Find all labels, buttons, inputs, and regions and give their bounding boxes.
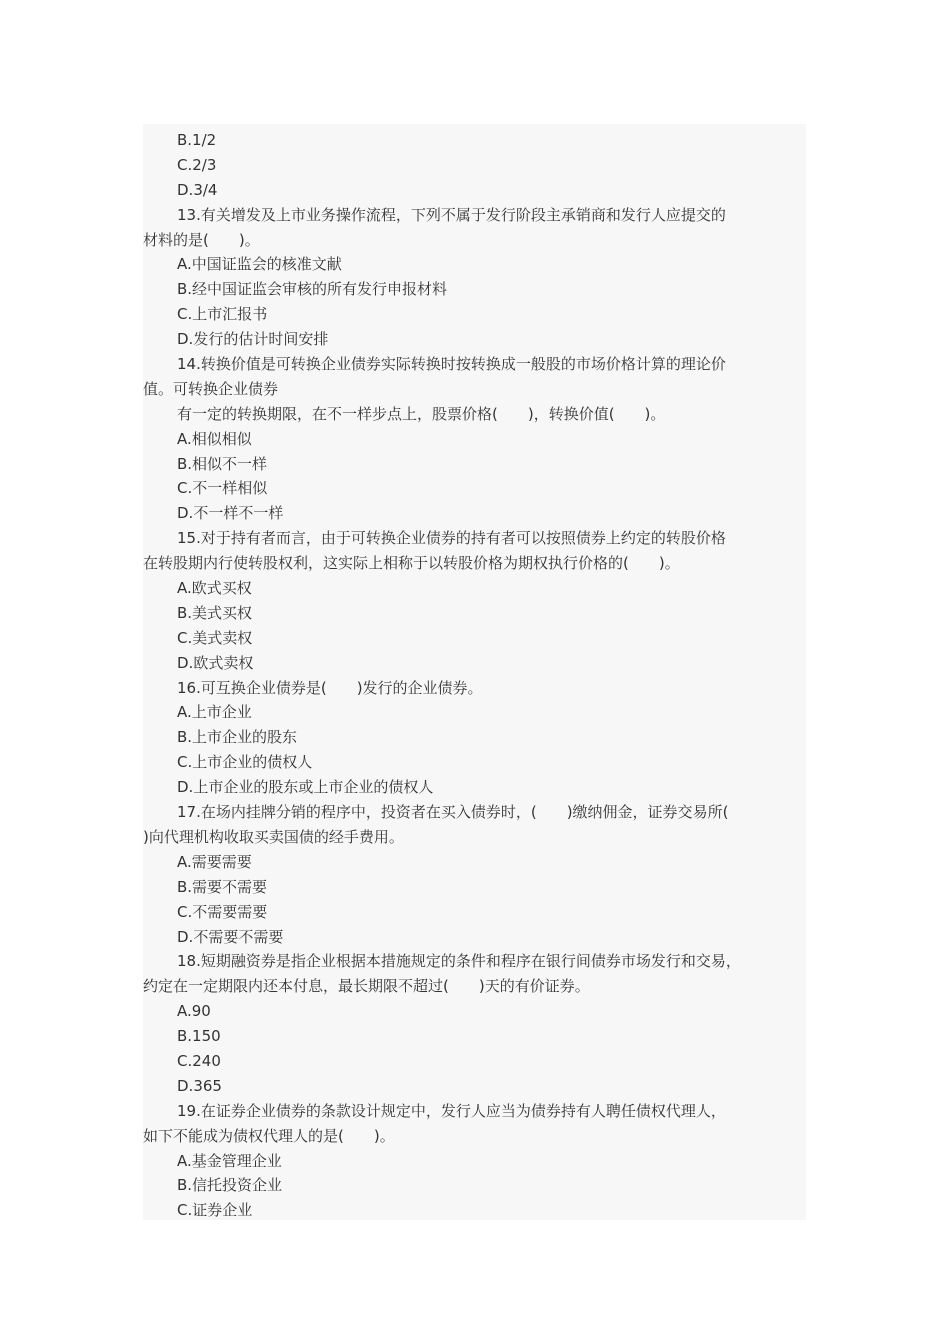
text-line: D.欧式卖权 <box>177 653 254 672</box>
text-line: D.365 <box>177 1076 222 1095</box>
text-line: B.相似不一样 <box>177 454 268 473</box>
text-line: B.150 <box>177 1027 221 1046</box>
text-line: 17.在场内挂牌分销的程序中，投资者在买入债券时，( )缴纳佣金，证券交易所( <box>177 803 729 822</box>
text-line: 16.可互换企业债券是( )发行的企业债券。 <box>177 678 483 697</box>
text-line: A.基金管理企业 <box>177 1151 282 1170</box>
text-line: D.不一样不一样 <box>177 504 284 523</box>
text-line: A.90 <box>177 1002 211 1021</box>
text-line: B.1/2 <box>177 131 217 149</box>
text-line: C.上市汇报书 <box>177 305 268 324</box>
text-line: D.发行的估计时间安排 <box>177 330 329 349</box>
text-line: B.上市企业的股东 <box>177 728 298 747</box>
text-line: A.上市企业 <box>177 703 252 722</box>
text-line: D.不需要不需要 <box>177 927 284 946</box>
text-line: C.上市企业的债权人 <box>177 753 313 772</box>
text-line: C.240 <box>177 1051 221 1070</box>
text-line: D.3/4 <box>177 180 218 199</box>
text-line: A.欧式买权 <box>177 579 252 598</box>
text-line: 18.短期融资券是指企业根据本措施规定的条件和程序在银行间债券市场发行和交易， <box>177 952 741 971</box>
text-line: 在转股期内行使转股权利，这实际上相称于以转股价格为期权执行价格的( )。 <box>143 554 680 573</box>
text-line: 值。可转换企业债券 <box>143 379 279 398</box>
text-line: 14.转换价值是可转换企业债券实际转换时按转换成一般股的市场价格计算的理论价 <box>177 355 726 374</box>
text-line: 15.对于持有者而言，由于可转换企业债券的持有者可以按照债券上约定的转股价格 <box>177 529 726 548</box>
text-line: A.中国证监会的核准文献 <box>177 255 342 274</box>
text-line: 材料的是( )。 <box>143 230 260 249</box>
text-line: B.信托投资企业 <box>177 1176 283 1195</box>
document-content-box <box>143 124 806 1220</box>
text-line: D.上市企业的股东或上市企业的债权人 <box>177 778 434 797</box>
text-line: 约定在一定期限内还本付息，最长期限不超过( )天的有价证券。 <box>143 977 590 996</box>
text-line: B.经中国证监会审核的所有发行申报材料 <box>177 280 448 299</box>
text-line: 19.在证券企业债券的条款设计规定中，发行人应当为债券持有人聘任债权代理人， <box>177 1101 726 1120</box>
text-line: B.需要不需要 <box>177 877 268 896</box>
text-line: 如下不能成为债权代理人的是( )。 <box>143 1126 395 1145</box>
text-line: A.需要需要 <box>177 852 252 871</box>
text-line: C.不需要需要 <box>177 902 268 921</box>
text-line: B.美式买权 <box>177 603 253 622</box>
text-line: )向代理机构收取买卖国债的经手费用。 <box>143 827 404 846</box>
text-line: C.证券企业 <box>177 1201 253 1220</box>
text-line: C.美式卖权 <box>177 628 253 647</box>
text-line: C.2/3 <box>177 155 217 174</box>
text-line: 有一定的转换期限，在不一样步点上，股票价格( )，转换价值( )。 <box>177 404 666 423</box>
text-line: 13.有关增发及上市业务操作流程，下列不属于发行阶段主承销商和发行人应提交的 <box>177 205 726 224</box>
question-text-flow <box>143 128 806 1223</box>
text-line: A.相似相似 <box>177 429 252 448</box>
text-line: C.不一样相似 <box>177 479 268 498</box>
